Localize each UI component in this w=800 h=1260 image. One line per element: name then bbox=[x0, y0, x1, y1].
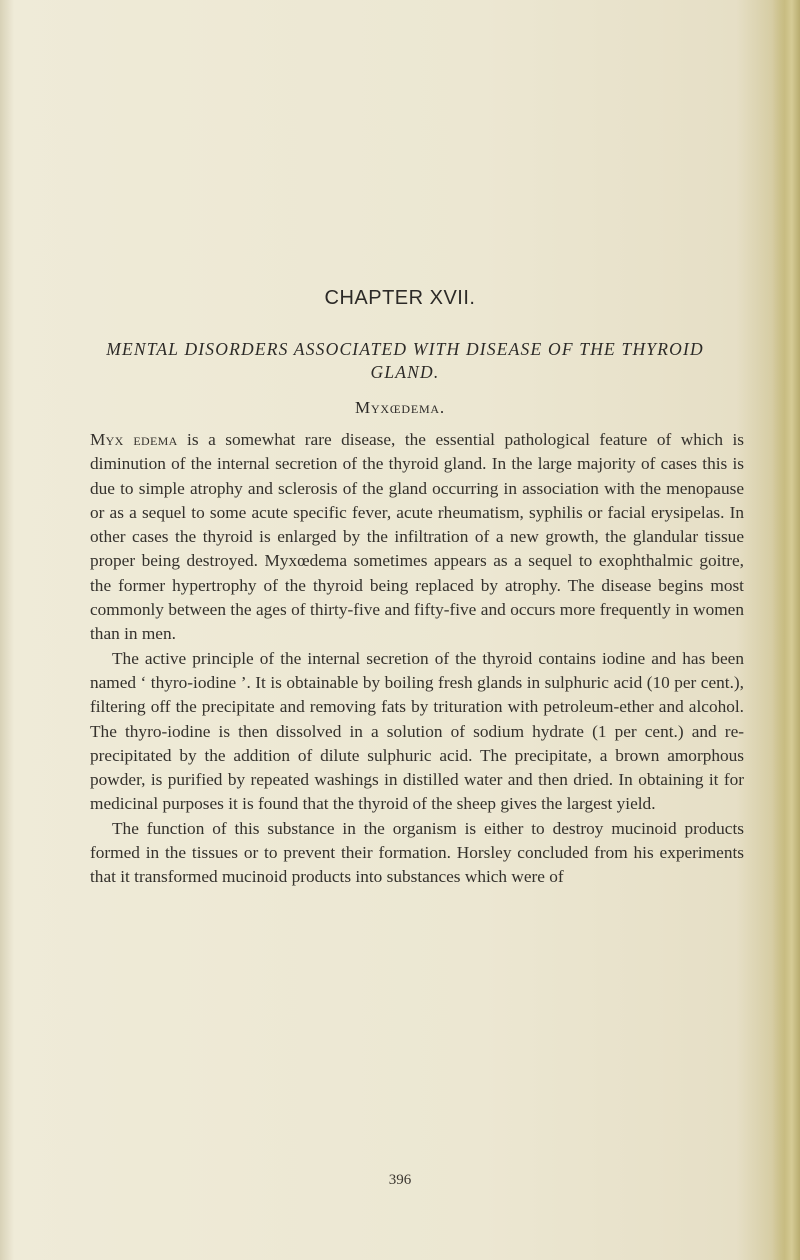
chapter-heading: CHAPTER XVII. bbox=[324, 287, 476, 309]
page-edge bbox=[772, 0, 800, 1260]
section-heading: Myxœdema. bbox=[355, 398, 445, 417]
paragraph: The function of this substance in the organism is either to destroy mucinoid products formed in the tissues or to prevent their formation. Horsley concluded from his experiments that it transformed mucinoid products into substances which were of bbox=[90, 818, 744, 887]
paragraph bbox=[90, 428, 744, 647]
paragraph-lead-word: Myx edema bbox=[90, 430, 178, 449]
gutter-shadow bbox=[0, 0, 14, 1260]
page-number: 396 bbox=[388, 1172, 412, 1188]
paragraph-text: is a somewhat rare disease, the essential pathological feature of which is diminution of the internal secretion of the thyroid gland. In the large majority of cases this is due to simple atrophy and sclerosis of the gland occurring in association with the menopause or as a sequel to some acute specific fever, acute rheumatism, syphilis or facial erysipelas. In other cases the thyroid is enlarged by the infiltration of a new growth, the glandular tissue proper being destroyed. Myxœdema sometimes appears as a sequel to exophthalmic goitre, the former hypertrophy of the thyroid being replaced by atrophy. The disease begins most commonly between the ages of thirty-five and fifty-five and occurs more frequently in women than in men. bbox=[90, 430, 744, 644]
paragraph: The active principle of the internal secretion of the thyroid contains iodine and has been named ‘ thyro-iodine ’. It is obtainable by boiling fresh glands in sulphuric acid (10 per cent.), filtering off the precipitate and removing fats by trituration with petroleum-ether and alcohol. The thyro-iodine is then dissolved in a solution of sodium hydrate (1 per cent.) and re-precipitated by the addition of dilute sulphuric acid. The precipitate, a brown amorphous powder, is purified by repeated washings in distilled water and then dried. In obtaining it for medicinal purposes it is found that the thyroid of the sheep gives the largest yield. bbox=[90, 648, 744, 814]
body-text bbox=[90, 428, 744, 890]
chapter-title: MENTAL DISORDERS ASSOCIATED WITH DISEASE OF THE THYROID GLAND. bbox=[106, 339, 704, 382]
